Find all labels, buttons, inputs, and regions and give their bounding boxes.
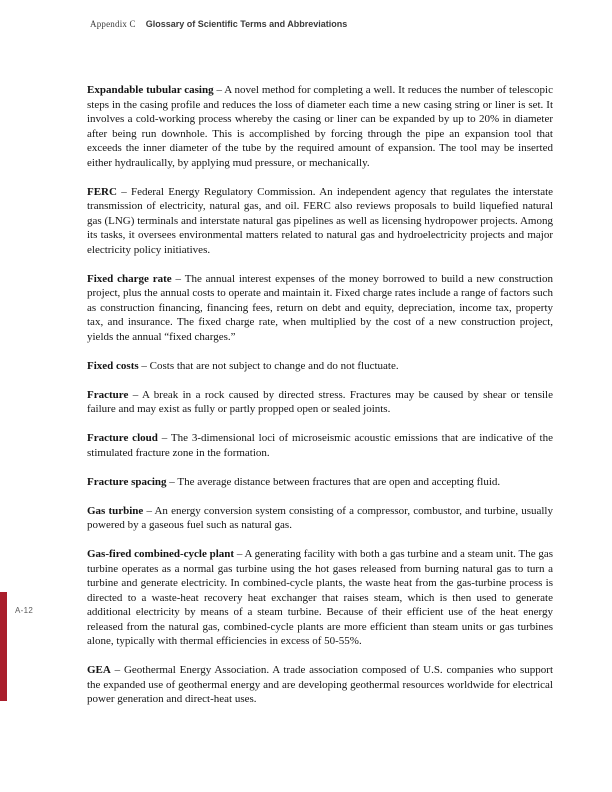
page-header xyxy=(90,14,347,32)
appendix-label: Appendix C xyxy=(90,19,136,29)
glossary-term: Fracture cloud xyxy=(87,432,158,444)
glossary-term: Fixed charge rate xyxy=(87,272,172,285)
glossary-entry xyxy=(87,83,553,170)
glossary-entry xyxy=(87,663,553,707)
glossary-definition: The average distance between fractures that are open and accepting fluid. xyxy=(177,475,501,488)
glossary-term: GEA xyxy=(87,664,111,676)
glossary-entry xyxy=(87,272,553,345)
glossary-content xyxy=(87,83,553,721)
term-separator: – xyxy=(114,664,121,676)
glossary-entry xyxy=(87,431,553,460)
term-separator: – xyxy=(141,359,147,372)
glossary-entry xyxy=(87,504,553,533)
glossary-entry xyxy=(87,547,553,649)
glossary-term: FERC xyxy=(87,185,117,198)
glossary-definition: The annual interest expenses of the money borrowed to build a new construction project, plus the annual costs to operate and maintain it. Fixed charge rates include a range of factors such as construction financing, financing fees, return on debt and equity, depreciation, income tax, property tax, and insurance. The fixed charge rate, when multiplied by the cost of a new construction project, yields the annual “fixed charges.” xyxy=(87,272,553,343)
glossary-definition: A generating facility with both a gas turbine and a steam unit. The gas turbine operates as a normal gas turbine using the hot gases released from burning natural gas to turn a turbine and generate electricity. In combined-cycle plants, the waste heat from the gas-turbine process is directed to a waste-heat recovery heat exchanger that raises steam, which is then used to generate additional electricity by means of a steam turbine. Because of their efficient use of the heat energy released from the natural gas, combined-cycle plants are more efficient than steam units or gas turbines alone, typically with thermal efficiencies in excess of 50-55%. xyxy=(87,548,553,647)
term-separator: – xyxy=(169,475,175,488)
term-separator: – xyxy=(146,504,152,517)
glossary-term: Gas-fired combined-cycle plant xyxy=(87,548,235,560)
term-separator: – xyxy=(132,388,139,401)
term-separator: – xyxy=(216,84,222,96)
term-separator: – xyxy=(161,432,168,444)
glossary-entry xyxy=(87,388,553,417)
glossary-entry xyxy=(87,359,553,374)
glossary-definition: The 3-dimensional loci of microseismic acoustic emissions that are indicative of the stimulated fracture zone in the formation. xyxy=(87,432,553,459)
glossary-term: Fracture spacing xyxy=(87,475,167,488)
glossary-definition: Geothermal Energy Association. A trade association composed of U.S. companies who support the expanded use of geothermal energy and are developing geothermal resources worldwide for electrical power generation and direct-heat uses. xyxy=(87,664,554,705)
glossary-definition: An energy conversion system consisting of a compressor, combustor, and turbine, usually powered by a gaseous fuel such as natural gas. xyxy=(87,504,553,531)
term-separator: – xyxy=(236,548,243,560)
glossary-term: Gas turbine xyxy=(87,504,144,517)
header-title: Glossary of Scientific Terms and Abbreviations xyxy=(145,19,348,29)
glossary-term: Expandable tubular casing xyxy=(87,84,214,96)
glossary-definition: A break in a rock caused by directed stress. Fractures may be caused by shear or tensile failure and may exist as fully or partly propped open or sealed joints. xyxy=(87,388,553,415)
glossary-entry xyxy=(87,185,553,258)
term-separator: – xyxy=(121,185,127,198)
glossary-definition: Federal Energy Regulatory Commission. An independent agency that regulates the interstate transmission of electricity, natural gas, and oil. FERC also reviews proposals to build liquefied natural gas (LNG) terminals and interstate natural gas pipelines as well as licensing hydropower projects. Among its tasks, it oversees environmental matters related to natural gas and hydroelectricity projects and major electricity policy initiatives. xyxy=(87,185,554,256)
glossary-definition: A novel method for completing a well. It reduces the number of telescopic steps in the casing profile and reduces the loss of diameter each time a new casing string or liner is set. It involves a cold-working process whereby the casing or liner can be expanded by up to 20% in diameter after being run downhole. This is accomplished by forcing through the pipe an expansion tool that exceeds the inner diameter of the tube by the required amount of expansion. The tool may be inserted either hydraulically, by applying mud pressure, or mechanically. xyxy=(87,84,553,169)
glossary-definition: Costs that are not subject to change and do not fluctuate. xyxy=(149,359,399,372)
term-separator: – xyxy=(175,272,182,285)
accent-bar xyxy=(0,592,7,701)
glossary-entry xyxy=(87,475,553,490)
glossary-term: Fracture xyxy=(87,388,129,401)
page-number-label: A-12 xyxy=(15,606,34,615)
glossary-term: Fixed costs xyxy=(87,359,139,372)
